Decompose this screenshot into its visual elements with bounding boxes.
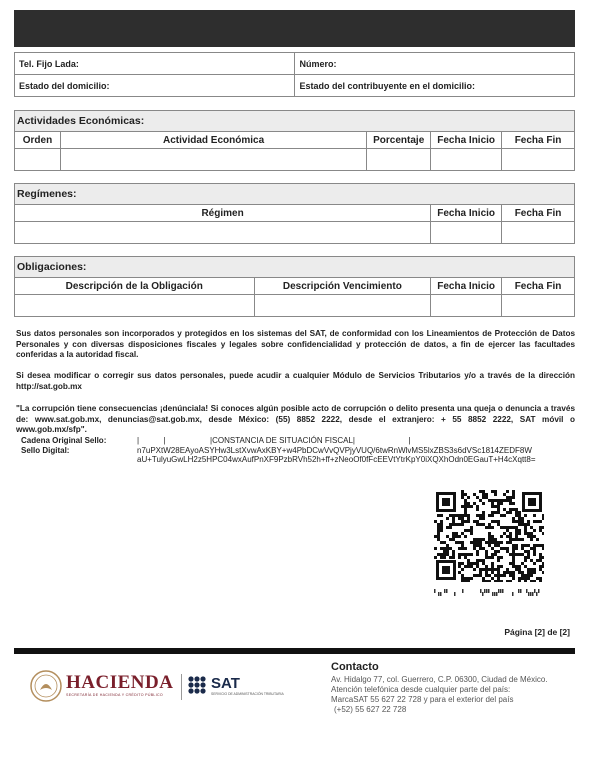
regimenes-title: Regímenes: [15, 184, 575, 205]
corruption-notice: "La corrupción tiene consecuencias ¡denúnciala! Si conoces algún posible acto de corrupción o delito presenta una queja o denuncia a través de: www.sat.gob.mx, denuncias@sat.gob.mx, desde México: (55) 8852 2222, desde el extranjero: + 55 8852 2222, SAT móvil o www.gob.mx/sfp". [16, 404, 575, 434]
actividades-title: Actividades Económicas: [15, 111, 575, 132]
header-descripcion-vencimiento: Descripción Vencimiento [254, 278, 431, 295]
header-fecha-inicio: Fecha Inicio [431, 278, 502, 295]
barcode-strip [434, 589, 540, 597]
sat-logo [186, 672, 286, 702]
sello-line-1: n7uPXtW28EAyoASYHw3LstXvwAxKBY+w4PbDCwVvQVPjyVUQ/6twRnWlvMS5lxZBS3s6dVSc1814ZEDF8W [137, 446, 532, 455]
hacienda-wordmark: HACIENDA [66, 672, 174, 693]
numero-label: Número: [295, 53, 575, 75]
actividades-table [14, 110, 575, 171]
header-actividad: Actividad Económica [60, 132, 366, 149]
table-row [15, 149, 575, 171]
header-fecha-inicio: Fecha Inicio [431, 132, 502, 149]
logo-divider [181, 674, 182, 700]
obligaciones-title: Obligaciones: [15, 257, 575, 278]
contact-title: Contacto [331, 661, 379, 673]
header-fecha-fin: Fecha Fin [502, 205, 575, 222]
sat-wordmark: SAT [211, 675, 240, 692]
header-bar [14, 10, 575, 47]
regimenes-table [14, 183, 575, 244]
header-orden: Orden [15, 132, 61, 149]
cadena-label: Cadena Original Sello: [21, 436, 107, 445]
estado-contribuyente-label: Estado del contribuyente en el domicilio: [295, 75, 575, 97]
header-regimen: Régimen [15, 205, 431, 222]
header-porcentaje: Porcentaje [367, 132, 431, 149]
sat-subtitle: SERVICIO DE ADMINISTRACIÓN TRIBUTARIA [211, 692, 284, 696]
header-fecha-inicio: Fecha Inicio [431, 205, 502, 222]
header-fecha-fin: Fecha Fin [502, 132, 575, 149]
footer-bar [14, 648, 575, 654]
hacienda-logo [30, 670, 180, 702]
header-descripcion-obligacion: Descripción de la Obligación [15, 278, 255, 295]
contact-phone-national: MarcaSAT 55 627 22 728 y para el exterior del país [331, 695, 514, 704]
obligaciones-table [14, 256, 575, 317]
hacienda-subtitle: SECRETARÍA DE HACIENDA Y CRÉDITO PÚBLICO [66, 693, 164, 697]
page-number: Página [2] de [2] [504, 627, 570, 637]
tel-label: Tel. Fijo Lada: [15, 53, 295, 75]
contact-info-table [14, 52, 575, 97]
contact-phone-international: (+52) 55 627 22 728 [334, 705, 407, 714]
estado-domicilio-label: Estado del domicilio: [15, 75, 295, 97]
contact-address: Av. Hidalgo 77, col. Guerrero, C.P. 06300, Ciudad de México. [331, 675, 548, 684]
table-row [15, 295, 575, 317]
eagle-seal-icon [30, 670, 62, 702]
sello-label: Sello Digital: [21, 446, 70, 455]
contact-phone-intro: Atención telefónica desde cualquier parte del país: [331, 685, 511, 694]
cadena-value: | | |CONSTANCIA DE SITUACIÓN FISCAL| | [137, 436, 411, 445]
header-fecha-fin: Fecha Fin [502, 278, 575, 295]
privacy-notice: Sus datos personales son incorporados y protegidos en los sistemas del SAT, de conformidad con los Lineamientos de Protección de Datos Personales y con diversas disposiciones fiscales y legales sobre confidencialidad y protección de datos, a fin de ejercer las facultades conferidas a la autoridad fiscal. [16, 329, 575, 359]
table-row [15, 222, 575, 244]
qr-code [434, 490, 544, 582]
sat-dots-icon [186, 674, 208, 696]
correction-notice: Si desea modificar o corregir sus datos personales, puede acudir a cualquier Módulo de Servicios Tributarios y/o a través de la dirección http://sat.gob.mx [16, 371, 575, 391]
sello-line-2: aU+TulyuGwLH2z5HPC04wxAufPnXF9PzbRVh52h+ff+zNeoOf0fFcEEVtYtrKpY0iXQXhOdn0EGauT+H4cXqtt8= [137, 455, 536, 464]
